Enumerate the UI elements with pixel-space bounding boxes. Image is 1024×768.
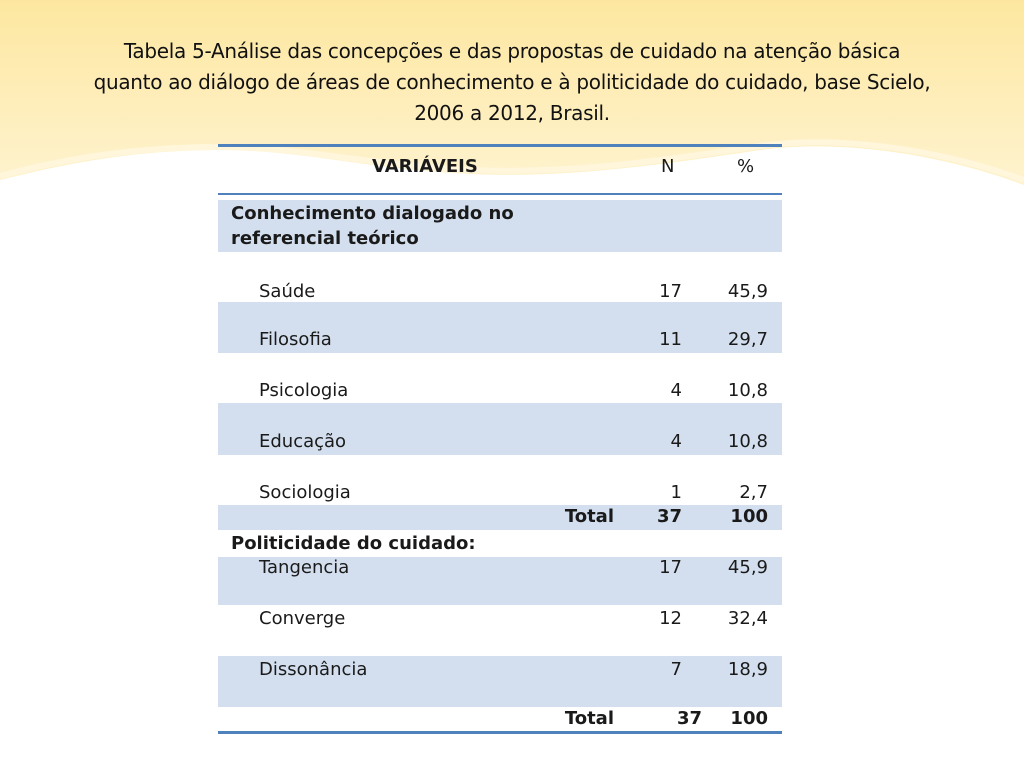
table-row [218, 302, 782, 353]
row-n: 17 [659, 557, 682, 578]
section-heading [218, 200, 782, 252]
table-row [218, 455, 782, 505]
row-n: 12 [659, 608, 682, 629]
row-percent: 10,8 [727, 380, 768, 401]
table-row [218, 353, 782, 403]
header-variables: VARIÁVEIS [372, 156, 478, 177]
slide-title: Tabela 5-Análise das concepções e das propostas de cuidado na atenção básica quanto ao diálogo de áreas de conhecimento e à politicidade do cuidado, base Scielo, 2006 a 2012, Brasil. [93, 39, 931, 125]
row-label: Filosofia [259, 329, 332, 350]
total-percent: 100 [730, 506, 768, 527]
row-label: Psicologia [259, 380, 349, 401]
row-n: 4 [670, 431, 682, 452]
table-row [218, 656, 782, 707]
total-percent: 100 [730, 708, 768, 729]
row-label: Sociologia [259, 482, 351, 503]
table-row [218, 403, 782, 455]
table-row [218, 605, 782, 656]
row-label: Converge [259, 608, 346, 629]
row-n: 4 [670, 380, 682, 401]
row-label: Tangencia [259, 557, 350, 578]
row-percent: 10,8 [727, 431, 768, 452]
row-n: 1 [670, 482, 682, 503]
table-header-row [218, 147, 782, 195]
total-row [218, 505, 782, 530]
header-rule [218, 193, 782, 195]
total-n: 37 [676, 708, 702, 729]
section-heading [218, 530, 782, 557]
table-row [218, 557, 782, 605]
row-percent: 45,9 [727, 557, 768, 578]
row-percent: 18,9 [727, 659, 768, 680]
total-label: Total [564, 506, 614, 527]
header-n: N [661, 156, 675, 177]
row-percent: 29,7 [727, 329, 768, 350]
row-label: Saúde [259, 281, 316, 302]
row-n: 11 [659, 329, 682, 350]
total-label: Total [564, 708, 614, 729]
total-n: 37 [656, 506, 682, 527]
row-n: 7 [670, 659, 682, 680]
row-label: Dissonância [259, 659, 368, 680]
row-label: Educação [259, 431, 347, 452]
header-percent: % [737, 156, 755, 177]
row-n: 17 [659, 281, 682, 302]
total-row [218, 707, 782, 731]
row-percent: 2,7 [739, 482, 768, 503]
table-bottom-rule [218, 731, 782, 734]
section1-title-line1: Conhecimento dialogado no [231, 203, 514, 224]
section2-title: Politicidade do cuidado: [231, 533, 476, 554]
section1-title-line2: referencial teórico [231, 228, 419, 249]
row-percent: 32,4 [727, 608, 768, 629]
table-row [218, 252, 782, 302]
row-percent: 45,9 [727, 281, 768, 302]
